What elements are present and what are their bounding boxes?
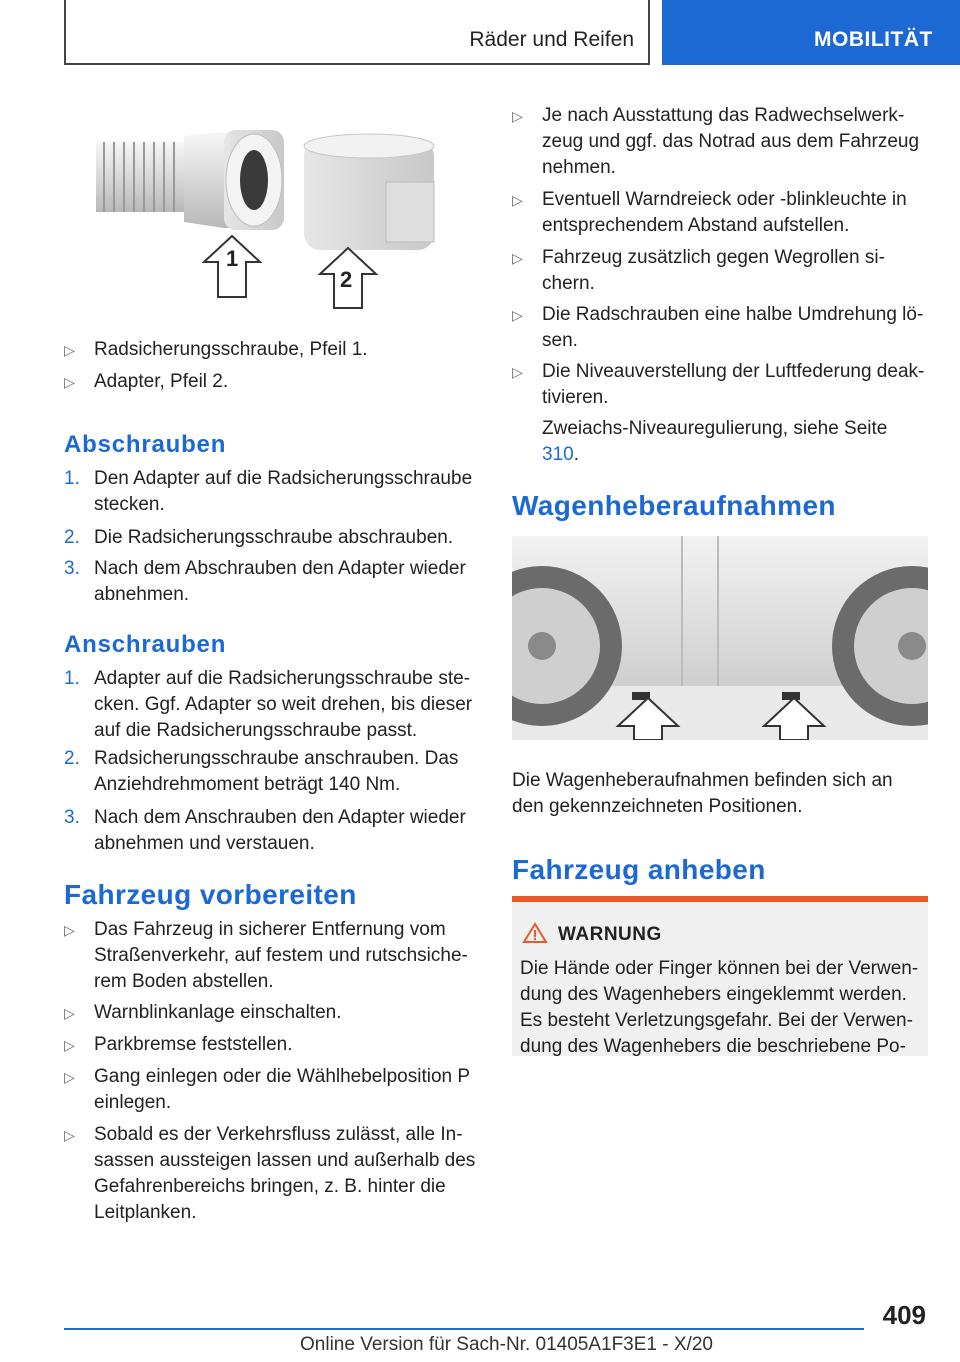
arrow-2-label: 2 <box>340 267 353 292</box>
step-item: 3. Nach dem Abschrauben den Adapter wieder abnehmen. <box>64 558 466 605</box>
list-item: ▷ Die Radschrauben eine halbe Umdrehung lösen. <box>512 304 924 351</box>
list-item: ▷ Warnblinkanlage einschalten. <box>64 1000 476 1026</box>
list-item: ▷ Parkbremse feststellen. <box>64 1032 476 1058</box>
warning-text: Die Hände oder Finger können bei der Verwendung des Wagenhebers eingeklemmt werden. Es besteht Verletzungsgefahr. Bei der Verwendung des Wagenhebers die beschriebene Po- <box>520 958 919 1057</box>
list-item: ▷ Das Fahrzeug in sicherer Entfernung vom Straßenverkehr, auf festem und rutschsicherem Boden abstellen. <box>64 919 468 992</box>
step-item: 2. Radsicherungsschraube anschrauben. Das Anziehdrehmoment beträgt 140 Nm. <box>64 748 459 795</box>
legend-item: ▷ Adapter, Pfeil 2. <box>64 369 476 395</box>
jacking-points-figure <box>512 536 928 740</box>
warning-triangle-icon <box>522 922 548 944</box>
bullet-triangle-icon: ▷ <box>512 108 523 124</box>
list-item: ▷ Sobald es der Verkehrsfluss zulässt, alle Insassen aussteigen lassen und außerhalb des Gefahrenbereichs bringen, z. B. hinter die Leitplanken. <box>64 1124 476 1223</box>
page-link[interactable]: 310 <box>542 444 574 465</box>
step-item: 2. Die Radsicherungsschraube abschrauben. <box>64 527 454 548</box>
footer-online-version: Online Version für Sach-Nr. 01405A1F3E1 - X/20 <box>300 1334 713 1355</box>
bullet-triangle-icon: ▷ <box>64 922 75 938</box>
list-item: ▷ Fahrzeug zusätzlich gegen Wegrollen sichern. <box>512 247 885 294</box>
legend-item: ▷ Radsicherungsschraube, Pfeil 1. <box>64 337 476 363</box>
list-item: ▷ Eventuell Warndreieck oder -blinkleuchte in entsprechendem Abstand aufstellen. <box>512 189 907 236</box>
step-item: 3. Nach dem Anschrauben den Adapter wieder abnehmen und verstauen. <box>64 807 466 854</box>
heading-wagenheberaufnahmen: Wagenheberaufnahmen <box>512 490 836 521</box>
heading-fahrzeug-vorbereiten: Fahrzeug vorbereiten <box>64 879 357 910</box>
lock-bolt-image <box>96 130 284 230</box>
list-item: ▷ Je nach Ausstattung das Radwechselwerkzeug und ggf. das Notrad aus dem Fahrzeug nehmen. <box>512 105 920 178</box>
bullet-triangle-icon: ▷ <box>512 192 523 208</box>
list-item: ▷ Gang einlegen oder die Wählhebelposition P einlegen. <box>64 1066 470 1113</box>
list-item: ▷ Die Niveauverstellung der Luftfederung deaktivieren. <box>512 361 925 408</box>
adapter-image <box>304 134 434 250</box>
lock-bolt-figure <box>64 112 476 322</box>
step-item: 1. Adapter auf die Radsicherungsschraube stecken. Ggf. Adapter so weit drehen, bis dieser auf die Radsicherungsschraube passt. <box>64 668 473 741</box>
bullet-triangle-icon: ▷ <box>512 307 523 323</box>
heading-anschrauben: Anschrauben <box>64 631 227 658</box>
warning-box <box>512 896 928 1056</box>
header-section-title: Räder und Reifen <box>469 28 634 51</box>
heading-fahrzeug-anheben: Fahrzeug anheben <box>512 854 766 885</box>
header-chapter-tab: MOBILITÄT <box>662 0 960 65</box>
step-item: 1. Den Adapter auf die Radsicherungsschraube stecken. <box>64 468 473 515</box>
bullet-triangle-icon: ▷ <box>64 1005 75 1021</box>
page-number: 409 <box>882 1300 926 1330</box>
arrow-1-label: 1 <box>226 246 239 271</box>
warning-bar <box>512 896 928 902</box>
warning-title: WARNUNG <box>558 924 662 945</box>
cross-reference: Zweiachs-Niveauregulierung, siehe Seite 310. <box>542 418 888 465</box>
bullet-triangle-icon: ▷ <box>512 250 523 266</box>
bullet-triangle-icon: ▷ <box>64 342 75 358</box>
bullet-triangle-icon: ▷ <box>64 1069 75 1085</box>
bullet-triangle-icon: ▷ <box>64 374 75 390</box>
heading-abschrauben: Abschrauben <box>64 431 227 458</box>
bullet-triangle-icon: ▷ <box>512 364 523 380</box>
jacking-points-text: Die Wagenheberaufnahmen befinden sich an den gekennzeichneten Positionen. <box>512 770 893 817</box>
bullet-triangle-icon: ▷ <box>64 1037 75 1053</box>
bullet-triangle-icon: ▷ <box>64 1127 75 1143</box>
footer-divider <box>64 1328 864 1330</box>
